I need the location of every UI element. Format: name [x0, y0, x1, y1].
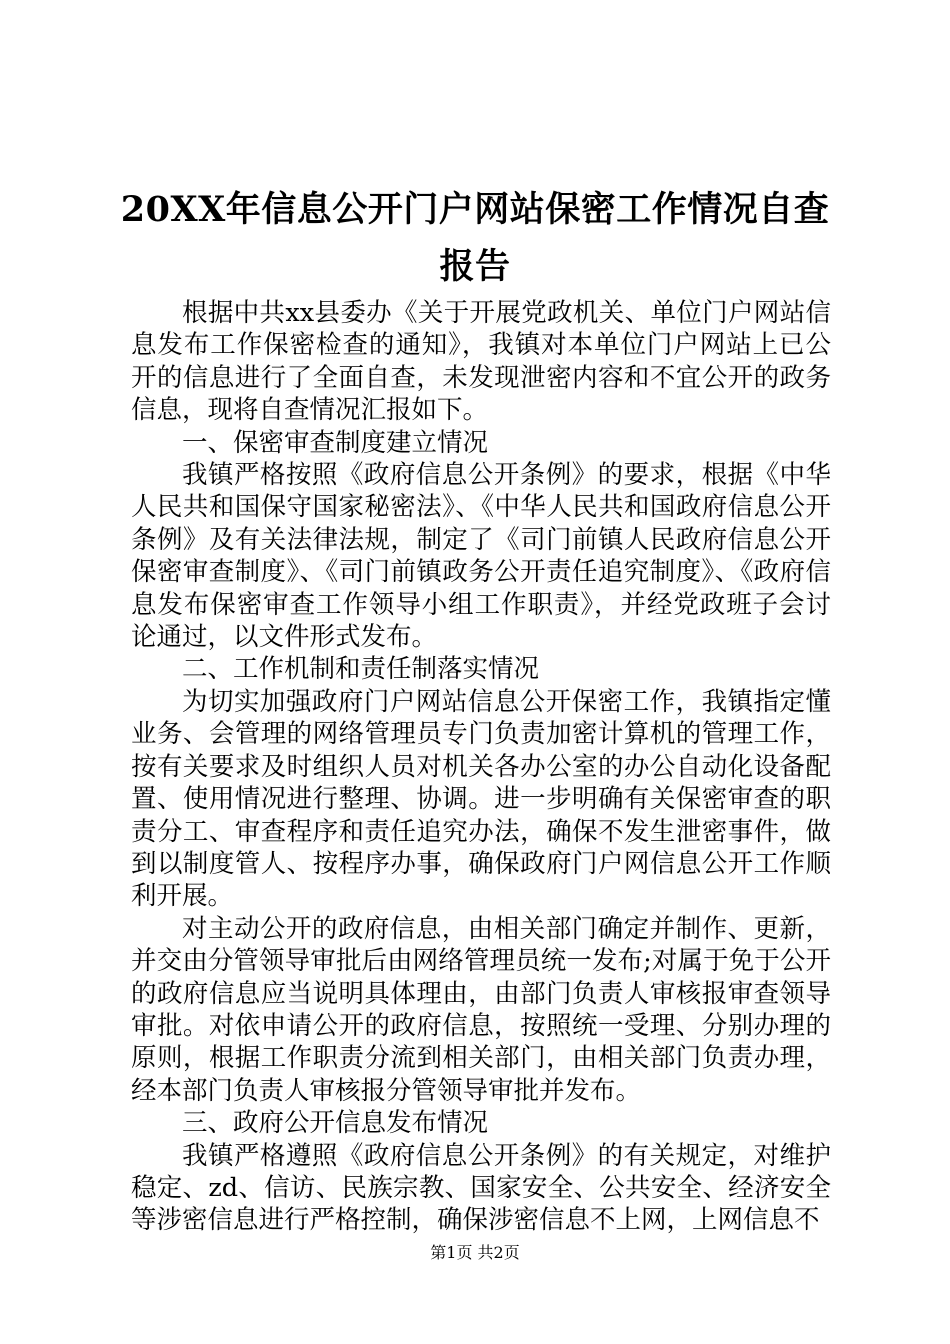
section-heading-2: 二、工作机制和责任制落实情况 — [182, 654, 540, 685]
document-body — [131, 297, 831, 1237]
document-title-line-2: 报告 — [439, 246, 511, 287]
section-heading-1: 一、保密审查制度建立情况 — [182, 427, 489, 458]
section-2-paragraph-2: 对主动公开的政府信息，由相关部门确定并制作、更新，并交由分管领导审批后由网络管理员统一发布;对属于免于公开的政府信息应当说明具体理由，由部门负责人审核报审查领导审批。对依申请公开的政府信息，按照统一受理、分别办理的原则，根据工作职责分流到相关部门，由相关部门负责办理，经本部门负责人审核报分管领导审批并发布。 — [131, 913, 831, 1106]
section-1-paragraph: 我镇严格按照《政府信息公开条例》的要求，根据《中华人民共和国保守国家秘密法》、《中华人民共和国政府信息公开条例》及有关法律法规，制定了《司门前镇人民政府信息公开保密审查制度》、《司门前镇政务公开责任追究制度》、《政府信息发布保密审查工作领导小组工作职责》，并经党政班子会讨论通过，以文件形式发布。 — [131, 460, 831, 653]
section-2-paragraph-1: 为切实加强政府门户网站信息公开保密工作，我镇指定懂业务、会管理的网络管理员专门负责加密计算机的管理工作，按有关要求及时组织人员对机关各办公室的办公自动化设备配置、使用情况进行整理、协调。进一步明确有关保密审查的职责分工、审查程序和责任追究办法，确保不发生泄密事件，做到以制度管人、按程序办事，确保政府门户网信息公开工作顺利开展。 — [131, 686, 831, 912]
intro-paragraph: 根据中共xx县委办《关于开展党政机关、单位门户网站信息发布工作保密检查的通知》，我镇对本单位门户网站上已公开的信息进行了全面自查，未发现泄密内容和不宜公开的政务信息，现将自查情况汇报如下。 — [131, 298, 831, 426]
section-3-paragraph: 我镇严格遵照《政府信息公开条例》的有关规定，对维护稳定、zd、信访、民族宗教、国家安全、公共安全、经济安全等涉密信息进行严格控制，确保涉密信息不上网，上网信息不 — [131, 1140, 831, 1236]
document-title-line-1: 20XX年信息公开门户网站保密工作情况自查 — [120, 189, 830, 230]
page-footer: 第1页 共2页 — [430, 1243, 520, 1262]
section-heading-3: 三、政府公开信息发布情况 — [182, 1108, 489, 1139]
